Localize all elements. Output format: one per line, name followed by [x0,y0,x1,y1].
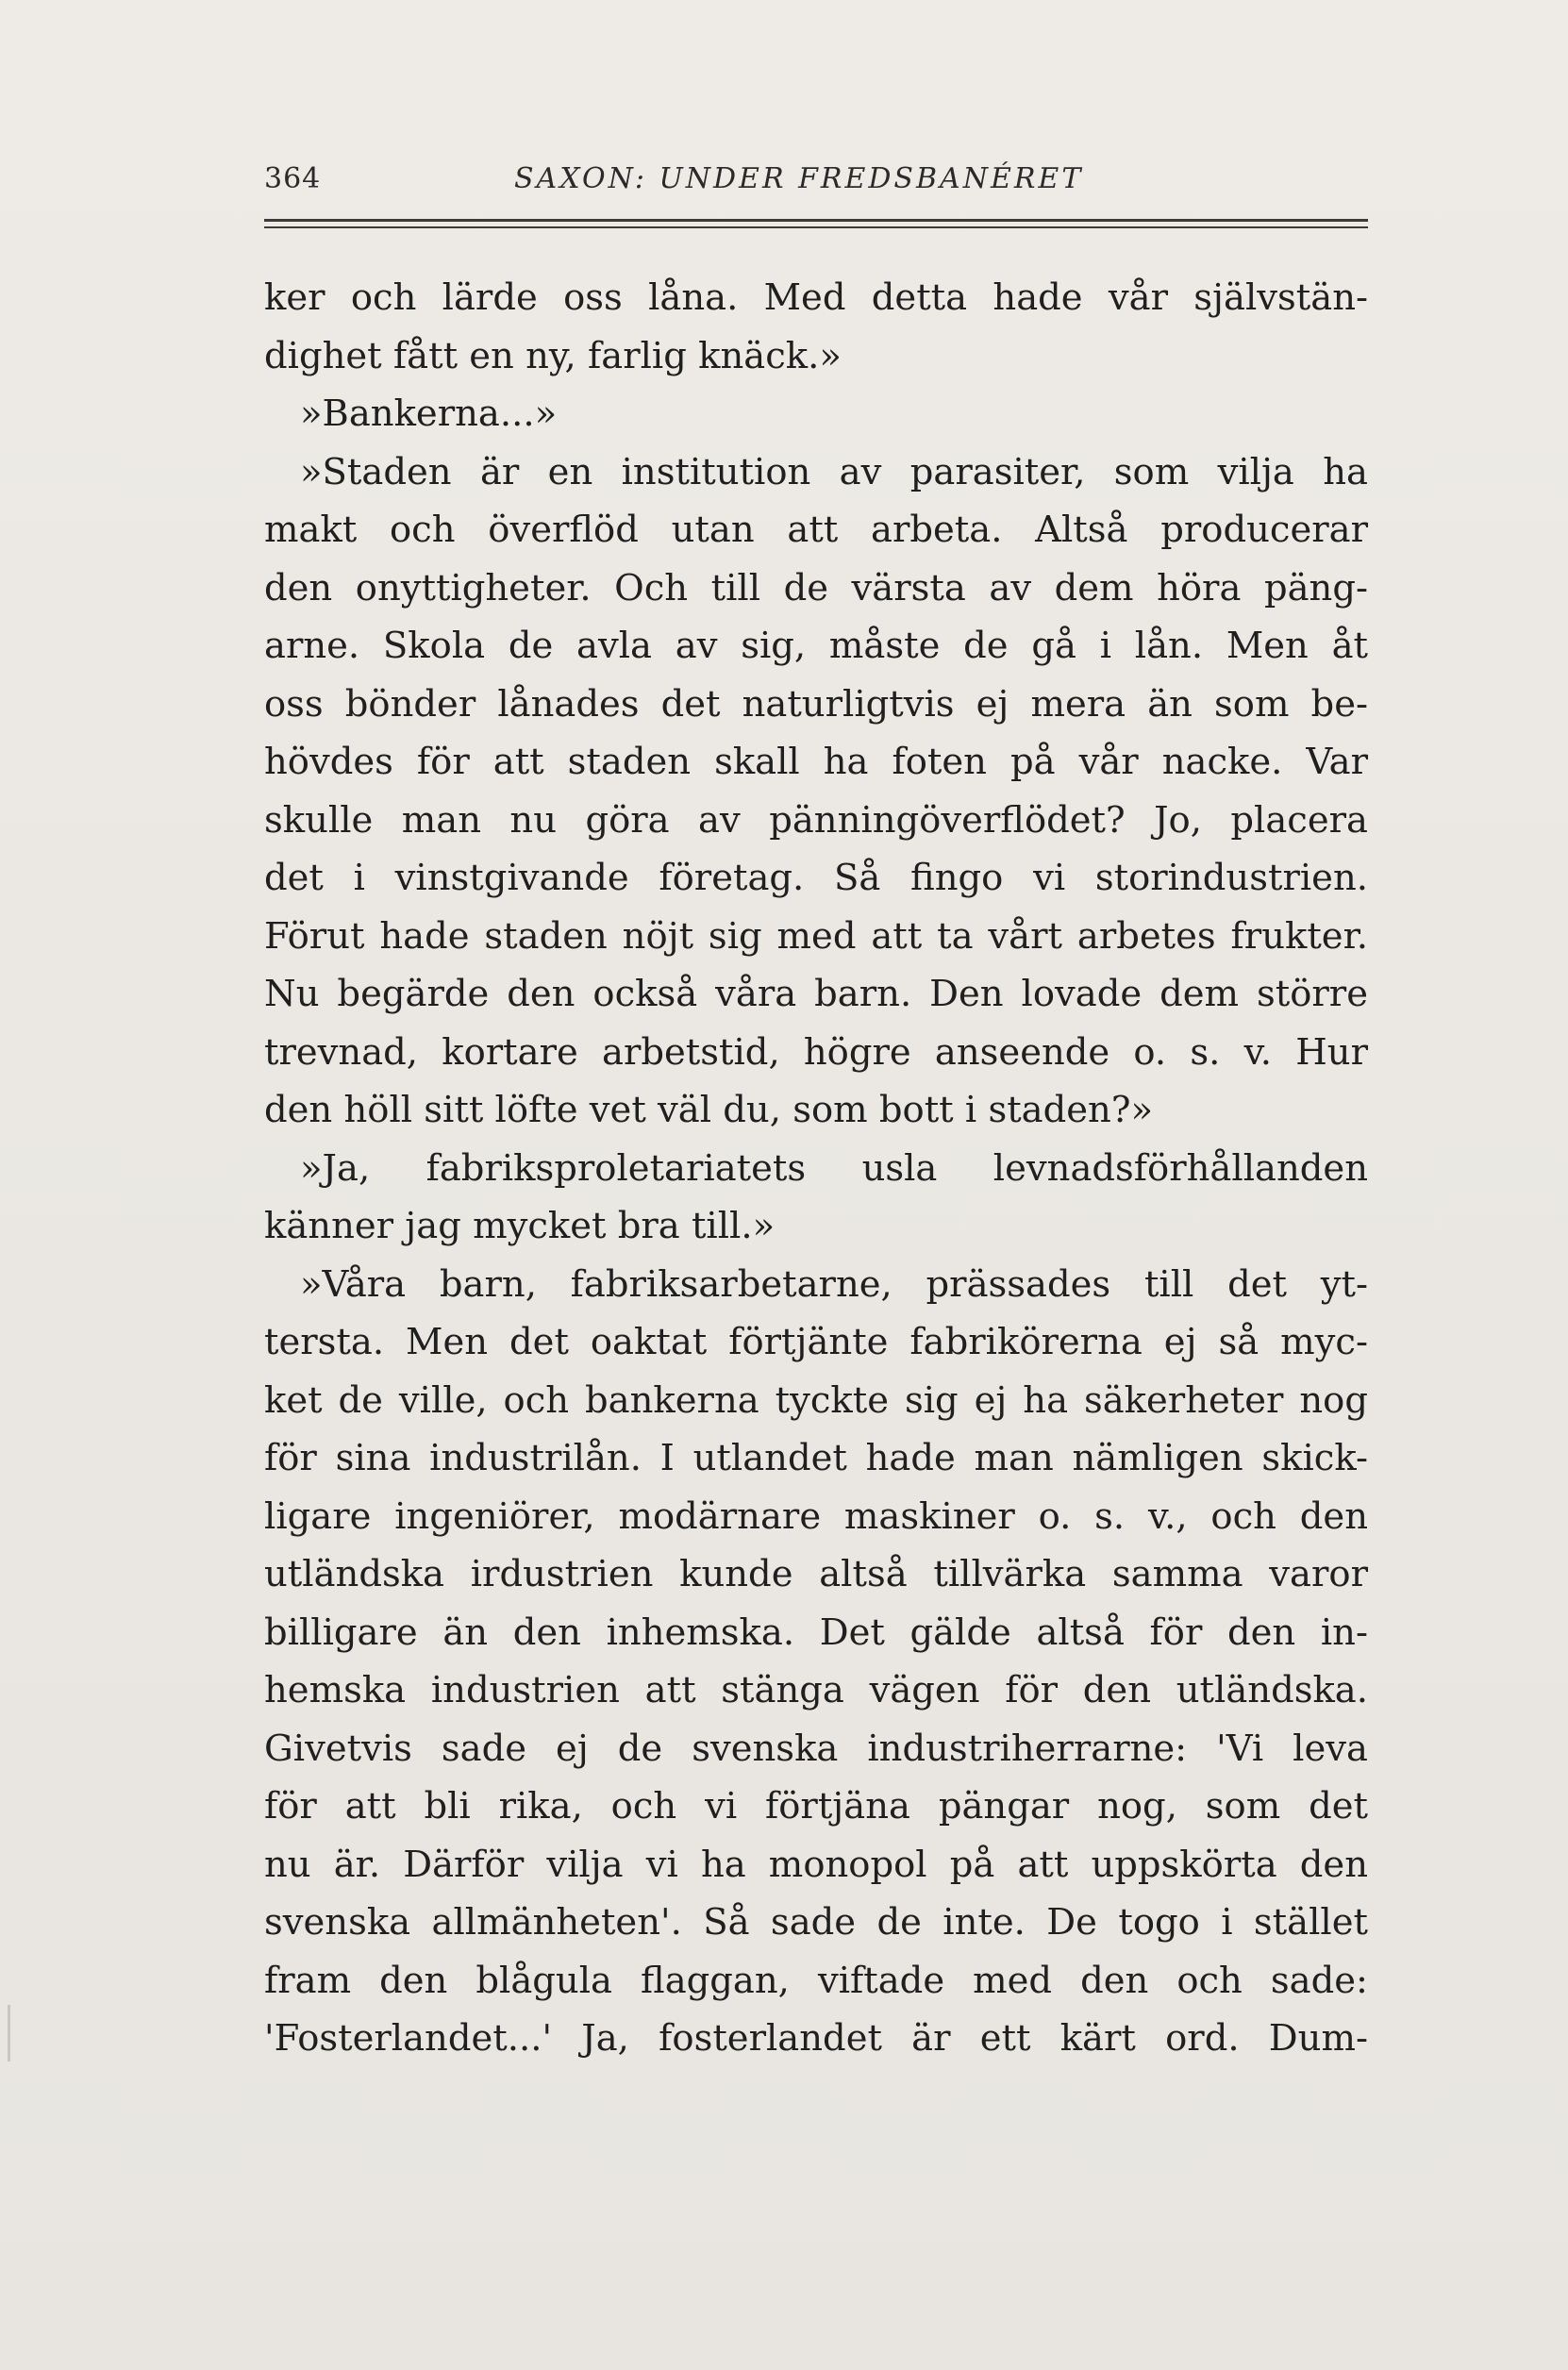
text-line: hemska industrien att stänga vägen för den utländska. [264,1669,1368,1711]
text-line: »Bankerna...» [300,392,558,435]
text-line: billigare än den inhemska. Det gälde altså för den in- [264,1611,1368,1654]
text-line: hövdes för att staden skall ha foten på vår nacke. Var [264,741,1368,783]
margin-mark [8,2005,10,2061]
text-line: »Ja, fabriksproletariatets usla levnadsförhållanden [300,1146,1368,1190]
page-number: 364 [264,162,322,195]
text-line: arne. Skola de avla av sig, måste de gå i lån. Men åt [264,625,1368,667]
text-line: Nu begärde den också våra barn. Den lovade dem större [264,973,1368,1015]
text-line: ligare ingeniörer, modärnare maskiner o. s. v., och den [264,1494,1368,1538]
text-line: ket de ville, och bankerna tyckte sig ej ha säkerheter nog [264,1378,1368,1422]
text-line: utländska irdustrien kunde altså tillvärka samma varor [264,1553,1368,1595]
text-line: för sina industrilån. I utlandet hade man nämligen skick- [264,1437,1368,1479]
text-line: ker och lärde oss låna. Med detta hade vår självstän- [264,276,1368,319]
text-line: känner jag mycket bra till.» [264,1205,776,1247]
text-line: oss bönder lånades det naturligtvis ej mera än som be- [264,682,1368,726]
text-line: trevnad, kortare arbetstid, högre anseende o. s. v. Hur [264,1030,1368,1074]
text-line: den höll sitt löfte vet väl du, som bott i staden?» [264,1089,1154,1131]
text-line: dighet fått en ny, farlig knäck.» [264,334,842,377]
text-line: den onyttigheter. Och till de värsta av dem höra päng- [264,566,1368,609]
text-line: det i vinstgivande företag. Så fingo vi storindustrien. [264,857,1368,899]
text-line: tersta. Men det oaktat förtjänte fabrikörerna ej så myc- [264,1321,1368,1363]
text-line: Givetvis sade ej de svenska industriherrarne: 'Vi leva [264,1727,1368,1770]
text-line: skulle man nu göra av pänningöverflödet? Jo, placera [264,798,1368,842]
text-line: »Våra barn, fabriksarbetarne, prässades till det yt- [300,1262,1368,1306]
text-line: fram den blågula flaggan, viftade med den och sade: [264,1959,1368,2002]
text-line: svenska allmänheten'. Så sade de inte. De togo i stället [264,1901,1368,1944]
page-header [264,159,1368,200]
text-line: 'Fosterlandet...' Ja, fosterlandet är ett kärt ord. Dum- [264,2017,1368,2060]
header-rule [264,219,1368,222]
body-text [264,269,1368,2068]
text-line: »Staden är en institution av parasiter, som vilja ha [300,450,1368,493]
text-line: makt och överflöd utan att arbeta. Altså producerar [264,509,1368,551]
text-line: Förut hade staden nöjt sig med att ta vårt arbetes frukter. [264,914,1368,958]
text-line: nu är. Därför vilja vi ha monopol på att uppskörta den [264,1843,1368,1886]
running-head: SAXON: UNDER FREDSBANÉRET [514,162,1084,195]
text-line: för att bli rika, och vi förtjäna pängar nog, som det [264,1785,1368,1828]
header-rule-thin [264,226,1368,228]
